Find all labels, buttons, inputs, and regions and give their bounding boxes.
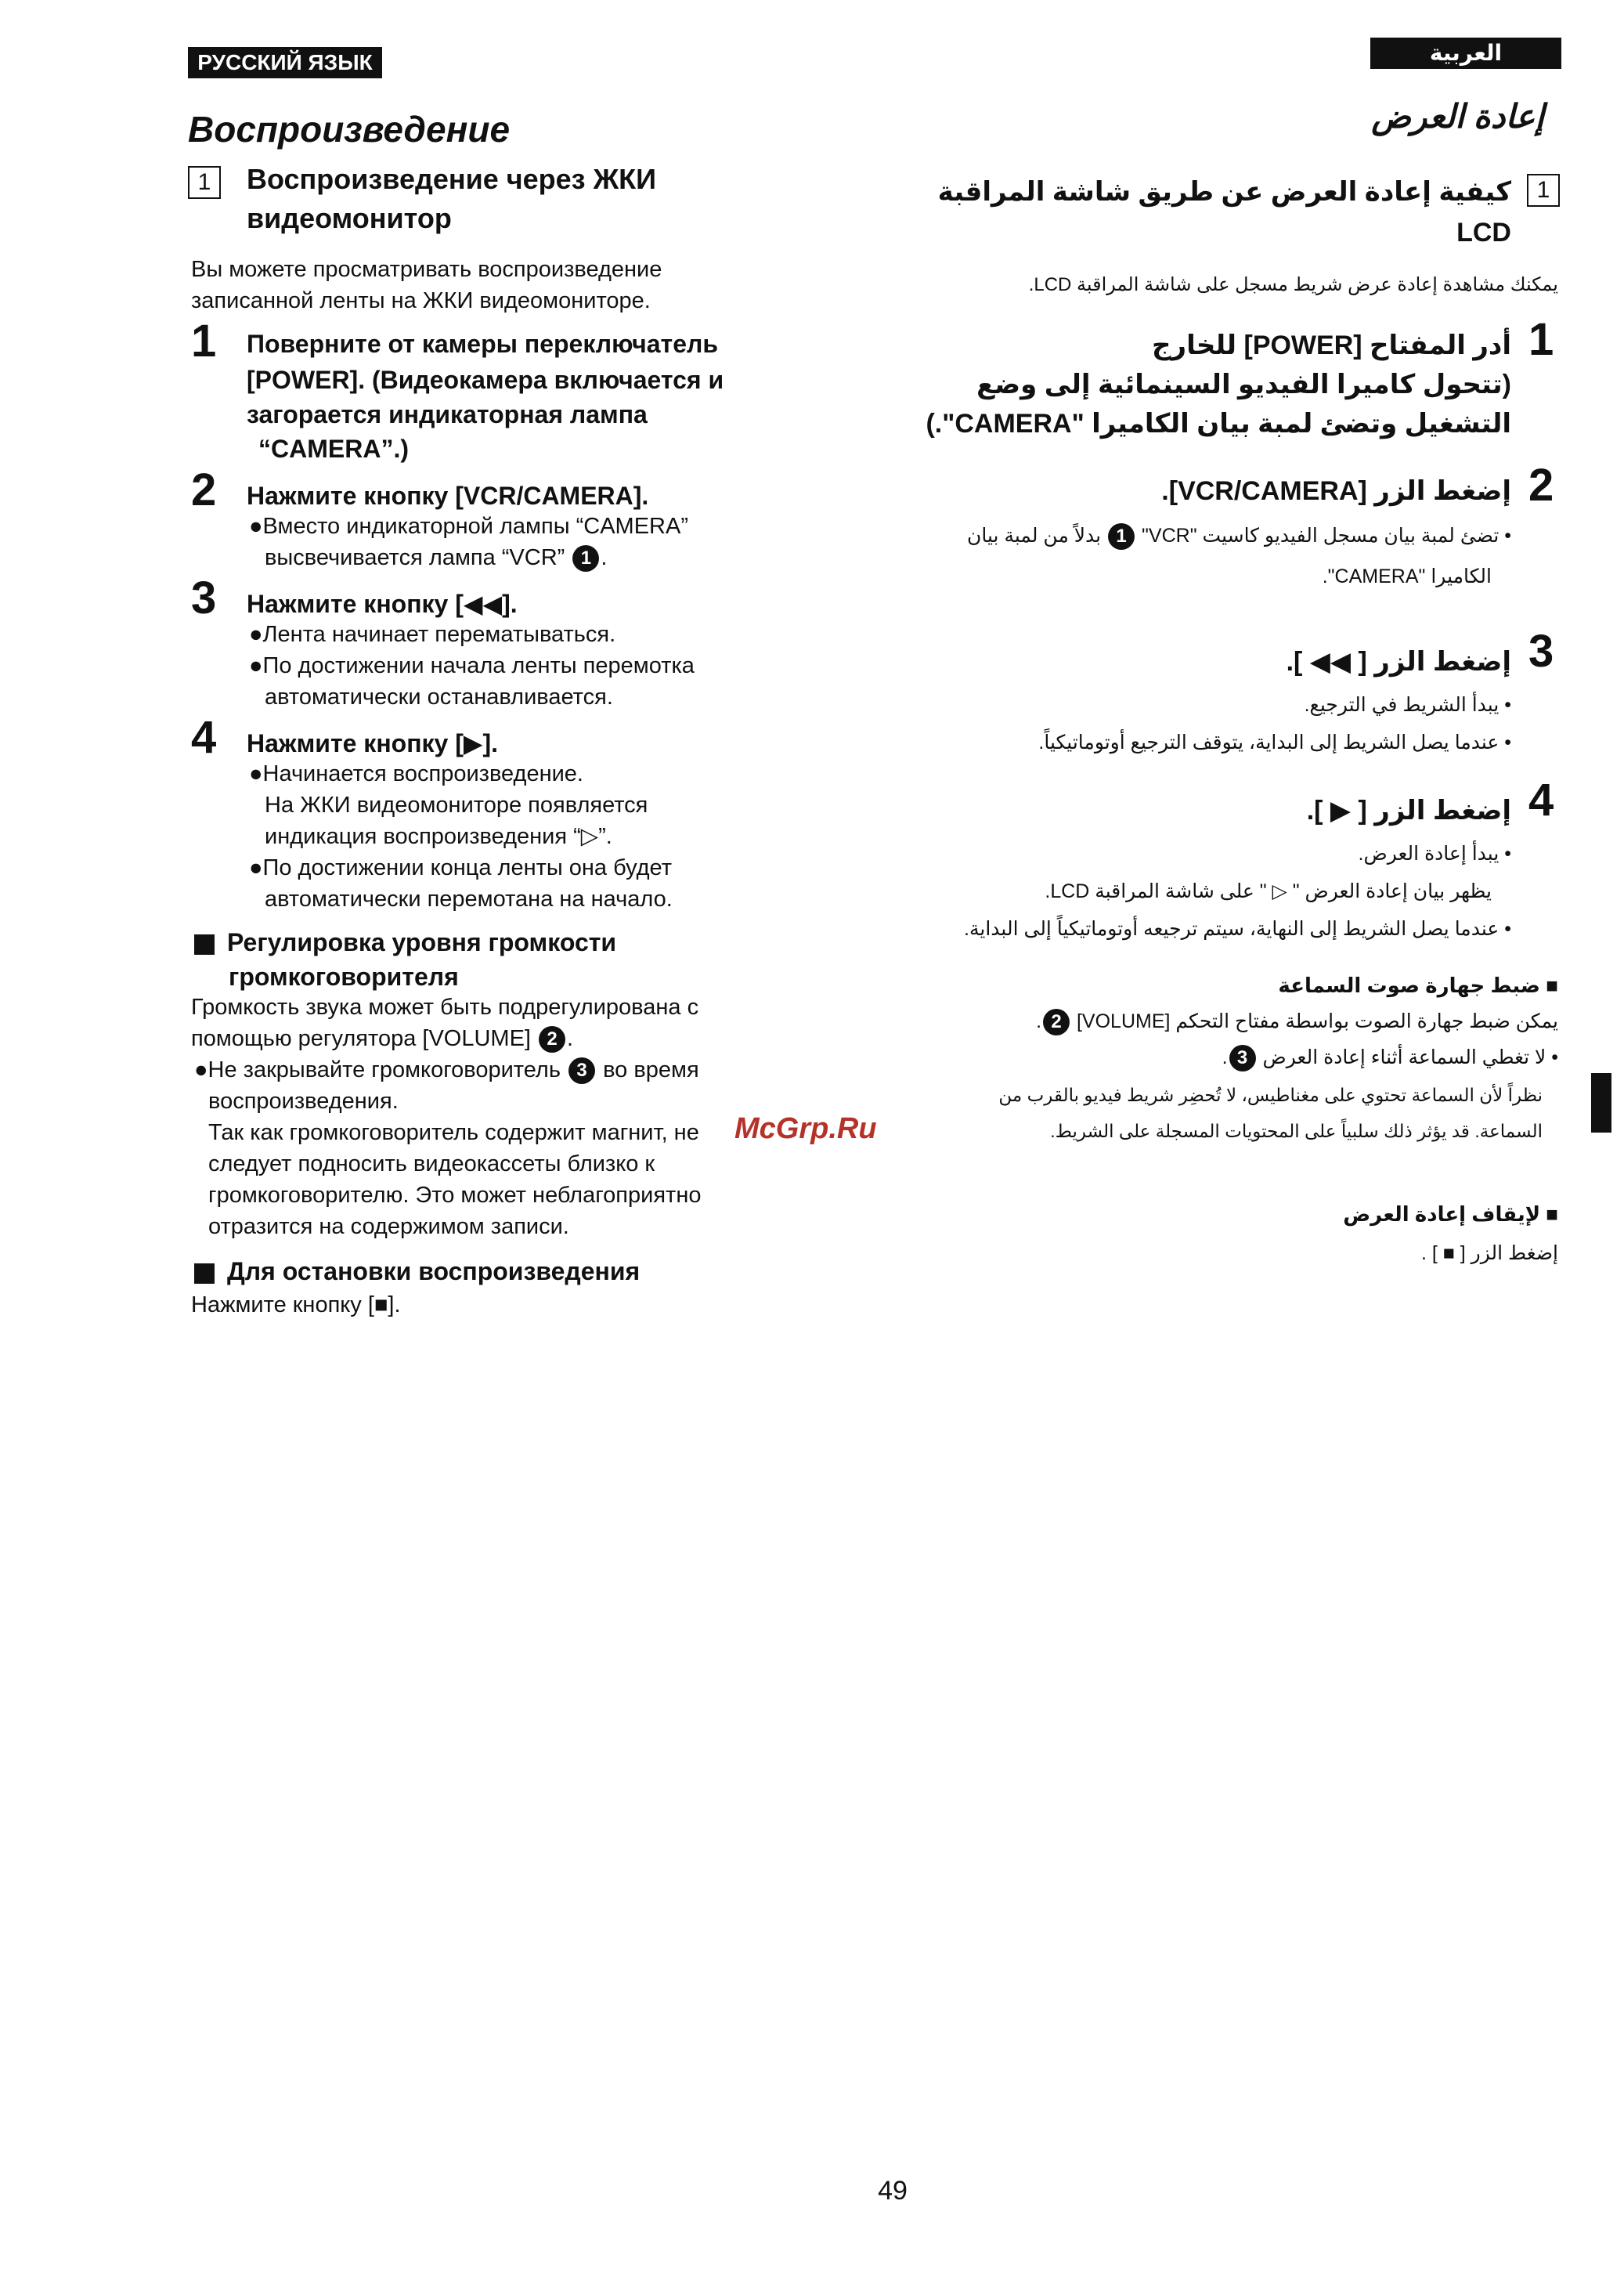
side-tab-marker bbox=[1591, 1073, 1611, 1133]
stop-text: Нажмите кнопку [■]. bbox=[191, 1292, 401, 1317]
volume-line6: следует подносить видеокассеты близко к bbox=[208, 1151, 655, 1176]
arabic-step-4-number: 4 bbox=[1528, 775, 1554, 826]
arabic-callout-circle-1: 1 bbox=[1108, 523, 1135, 550]
arabic-step-1-number: 1 bbox=[1528, 314, 1554, 365]
arabic-volume-heading: ■ ضبط جهارة صوت السماعة bbox=[1278, 974, 1558, 997]
watermark: McGrp.Ru bbox=[734, 1112, 877, 1145]
arabic-step-4-bullet1-line2: يظهر بيان إعادة العرض " ▷ " على شاشة المراقبة LCD. bbox=[1045, 880, 1492, 902]
step-4-bullet2-line2: автоматически перемотана на начало. bbox=[265, 887, 673, 912]
page-title-arabic: إعادة العرض bbox=[1371, 98, 1544, 135]
callout-circle-3: 3 bbox=[568, 1057, 595, 1084]
volume-line1: Громкость звука может быть подрегулирована с bbox=[191, 995, 699, 1020]
intro-line2: записанной ленты на ЖКИ видеомониторе. bbox=[191, 288, 651, 313]
arabic-intro: يمكنك مشاهدة إعادة عرض شريط مسجل على شاشة المراقبة LCD. bbox=[1028, 274, 1558, 295]
arabic-step-1-line1: أدر المفتاح [POWER] للخارج bbox=[1152, 331, 1511, 360]
arabic-step-1-line2: (تتحول كاميرا الفيديو السينمائية إلى وضع bbox=[976, 370, 1511, 399]
section-number-box: 1 bbox=[188, 166, 221, 199]
volume-line4: воспроизведения. bbox=[208, 1089, 399, 1114]
section-title-line2: видеомонитор bbox=[247, 202, 452, 234]
arabic-step-2-number: 2 bbox=[1528, 460, 1554, 511]
volume-line2: помощью регулятора [VOLUME] 2 . bbox=[191, 1023, 573, 1055]
arabic-step-1-line3: التشغيل وتضئ لمبة بيان الكاميرا "CAMERA".) bbox=[926, 409, 1511, 439]
volume-line7: громкоговорителю. Это может неблагоприятно bbox=[208, 1183, 702, 1208]
page-title-russian: Воспроизведение bbox=[188, 109, 511, 150]
volume-line3: ●Не закрывайте громкоговоритель 3 во время bbox=[194, 1054, 699, 1086]
arabic-volume-line1: يمكن ضبط جهارة الصوت بواسطة مفتاح التحكم [VOLUME] 2. bbox=[908, 1006, 1558, 1037]
arabic-step-4-bullet1: • يبدأ إعادة العرض. bbox=[1358, 843, 1511, 865]
section-title-line1: Воспроизведение через ЖКИ bbox=[247, 163, 656, 195]
step-4-number: 4 bbox=[191, 712, 217, 763]
step-4-title: Нажмите кнопку [▶]. bbox=[247, 729, 499, 757]
volume-line8: отразится на содержимом записи. bbox=[208, 1214, 569, 1239]
arabic-callout-circle-3: 3 bbox=[1229, 1045, 1256, 1071]
callout-circle-1: 1 bbox=[572, 545, 599, 572]
arabic-step-2-title: إضغط الزر [VCR/CAMERA]. bbox=[1161, 476, 1511, 506]
arabic-stop-heading: ■ لإيقاف إعادة العرض bbox=[1343, 1202, 1558, 1226]
step-2-bullet-line1: ●Вместо индикаторной лампы “CAMERA” bbox=[249, 514, 688, 539]
step-2-title: Нажмите кнопку [VCR/CAMERA]. bbox=[247, 482, 649, 510]
step-1-line3: загорается индикаторная лампа bbox=[247, 400, 648, 428]
arabic-step-2-bullet-line2: الكاميرا "CAMERA". bbox=[1322, 566, 1492, 587]
arabic-step-3-bullet2: • عندما يصل الشريط إلى البداية، يتوقف الترجيع أوتوماتيكياً. bbox=[1038, 732, 1511, 753]
step-1-line4: “CAMERA”.) bbox=[258, 435, 409, 463]
arabic-section-number-box: 1 bbox=[1527, 174, 1560, 207]
volume-line5: Так как громкоговоритель содержит магнит, не bbox=[208, 1120, 699, 1145]
step-4-bullet1-line3: индикация воспроизведения “▷”. bbox=[265, 824, 612, 849]
step-3-bullet2-line1: ●По достижении начала ленты перемотка bbox=[249, 653, 695, 678]
arabic-stop-text: إضغط الزر [ ■ ] . bbox=[1420, 1242, 1558, 1264]
step-3-bullet1: ●Лента начинает перематываться. bbox=[249, 622, 616, 647]
arabic-step-3-title: إضغط الزر [ ◀◀ ]. bbox=[1286, 647, 1511, 677]
arabic-volume-line4: السماعة. قد يؤثر ذلك سلبياً على المحتويات المسجلة على الشريط. bbox=[1050, 1121, 1543, 1141]
square-bullet-icon bbox=[194, 934, 215, 955]
step-1-line1: Поверните от камеры переключатель bbox=[247, 330, 719, 358]
arabic-section-title-line2: LCD bbox=[1456, 218, 1511, 248]
step-1-number: 1 bbox=[191, 316, 217, 367]
volume-heading-line1: Регулировка уровня громкости bbox=[194, 924, 616, 960]
arabic-step-3-number: 3 bbox=[1528, 626, 1554, 677]
page-number: 49 bbox=[878, 2176, 908, 2206]
arabic-language-tab: العربية bbox=[1370, 38, 1561, 69]
russian-language-tab: РУССКИЙ ЯЗЫК bbox=[188, 47, 382, 78]
arabic-volume-line2: • لا تغطي السماعة أثناء إعادة العرض 3. bbox=[908, 1042, 1558, 1073]
arabic-volume-line3: نظراً لأن السماعة تحتوي على مغناطيس، لا تُحضِر شريط فيديو بالقرب من bbox=[998, 1085, 1543, 1105]
callout-circle-2: 2 bbox=[539, 1026, 565, 1053]
step-1-line2: [POWER]. (Видеокамера включается и bbox=[247, 366, 724, 394]
arabic-callout-circle-2: 2 bbox=[1043, 1009, 1070, 1035]
step-2-number: 2 bbox=[191, 464, 217, 515]
square-bullet-icon bbox=[194, 1263, 215, 1284]
step-3-number: 3 bbox=[191, 573, 217, 623]
intro-line1: Вы можете просматривать воспроизведение bbox=[191, 257, 662, 282]
step-4-bullet1-line1: ●Начинается воспроизведение. bbox=[249, 761, 583, 786]
arabic-step-4-bullet2: • عندما يصل الشريط إلى النهاية، سيتم ترجيعه أوتوماتيكياً إلى البداية. bbox=[964, 918, 1511, 940]
step-3-bullet2-line2: автоматически останавливается. bbox=[265, 685, 613, 710]
step-4-bullet1-line2: На ЖКИ видеомониторе появляется bbox=[265, 793, 648, 818]
step-2-bullet-line2: высвечивается лампа “VCR” 1 . bbox=[265, 542, 607, 573]
arabic-step-4-title: إضغط الزر [ ▶ ]. bbox=[1306, 796, 1511, 826]
step-4-bullet2-line1: ●По достижении конца ленты она будет bbox=[249, 855, 672, 880]
stop-heading: Для остановки воспроизведения bbox=[194, 1253, 640, 1289]
arabic-step-3-bullet1: • يبدأ الشريط في الترجيع. bbox=[1304, 694, 1511, 716]
arabic-section-title-line1: كيفية إعادة العرض عن طريق شاشة المراقبة bbox=[937, 177, 1511, 207]
arabic-step-2-bullet: • تضئ لمبة بيان مسجل الفيديو كاسيت "VCR" 1 بدلاً من لمبة بيان bbox=[908, 520, 1511, 551]
volume-heading-line2: громкоговорителя bbox=[229, 963, 459, 991]
step-3-title: Нажмите кнопку [◀◀]. bbox=[247, 590, 518, 618]
